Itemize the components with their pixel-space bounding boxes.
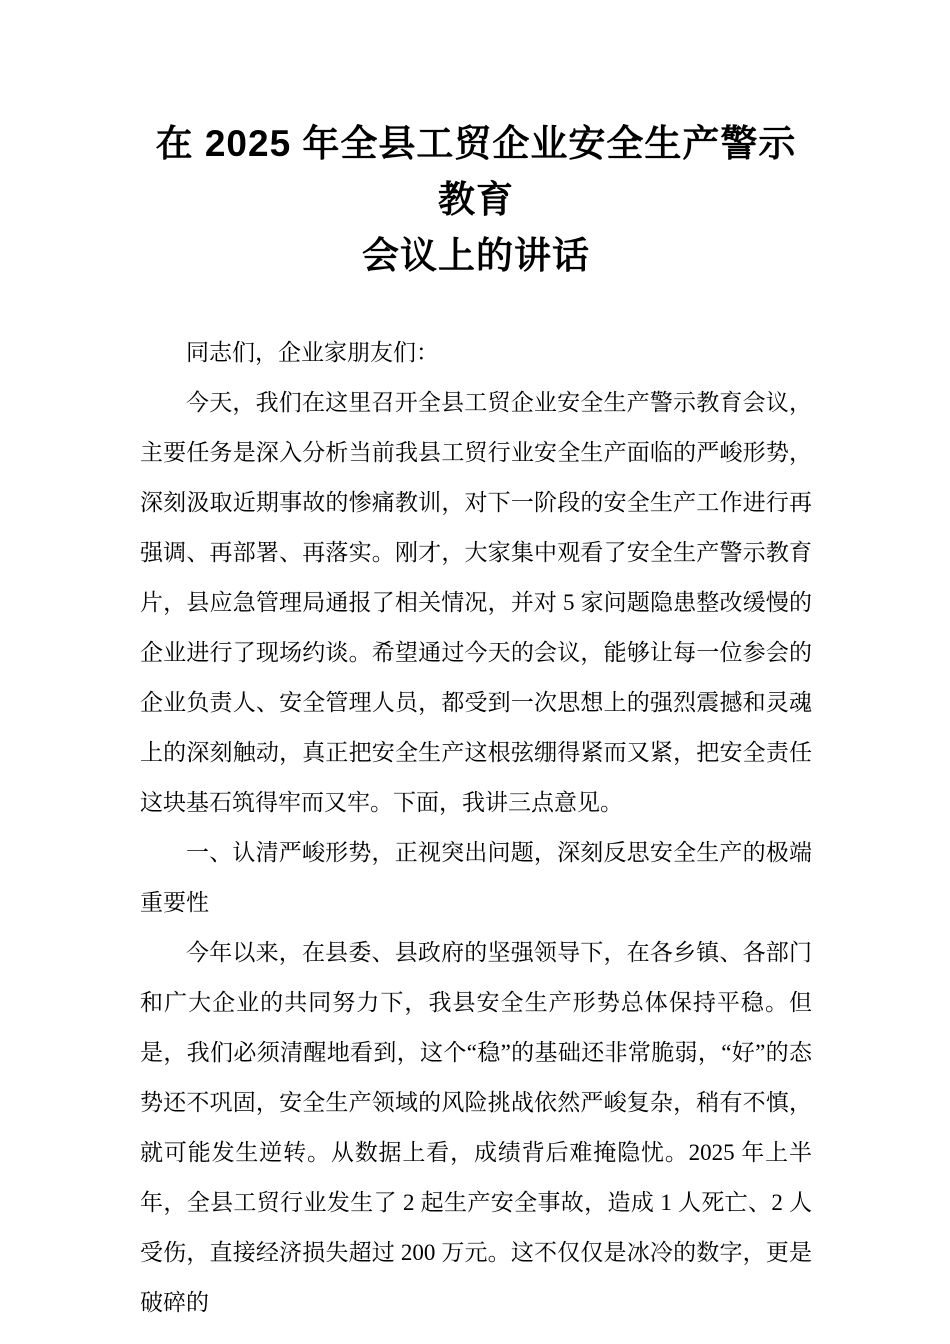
title-line-1: 在 2025 年全县工贸企业安全生产警示教育 (155, 123, 797, 220)
document-title (140, 116, 812, 284)
section-heading: 一、认清严峻形势，正视突出问题，深刻反思安全生产的极端重要性 (140, 840, 812, 915)
body-paragraph: 今天，我们在这里召开全县工贸企业安全生产警示教育会议，主要任务是深入分析当前我县工贸行业安全生产面临的严峻形势，深刻汲取近期事故的惨痛教训，对下一阶段的安全生产工作进行再强调、再部署、再落实。刚才，大家集中观看了安全生产警示教育片，县应急管理局通报了相关情况，并对 5 家问题隐患整改缓慢的企业进行了现场约谈。希望通过今天的会议，能够让每一位参会的企业负责人、安全管理人员，都受到一次思想上的强烈震撼和灵魂上的深刻触动，真正把安全生产这根弦绷得紧而又紧，把安全责任这块基石筑得牢而又牢。下面，我讲三点意见。 (140, 390, 812, 815)
body-paragraph: 今年以来，在县委、县政府的坚强领导下，在各乡镇、各部门和广大企业的共同努力下，我县安全生产形势总体保持平稳。但是，我们必须清醒地看到，这个“稳”的基础还非常脆弱，“好”的态势还不巩固，安全生产领域的风险挑战依然严峻复杂，稍有不慎，就可能发生逆转。从数据上看，成绩背后难掩隐忧。2025 年上半年，全县工贸行业发生了 2 起生产安全事故，造成 1 人死亡、2 人受伤，直接经济损失超过 200 万元。这不仅仅是冰冷的数字，更是破碎的 (140, 940, 812, 1315)
title-line-2: 会议上的讲话 (362, 235, 590, 276)
document-body (140, 328, 812, 1328)
body-paragraph: 同志们，企业家朋友们： (186, 340, 439, 365)
